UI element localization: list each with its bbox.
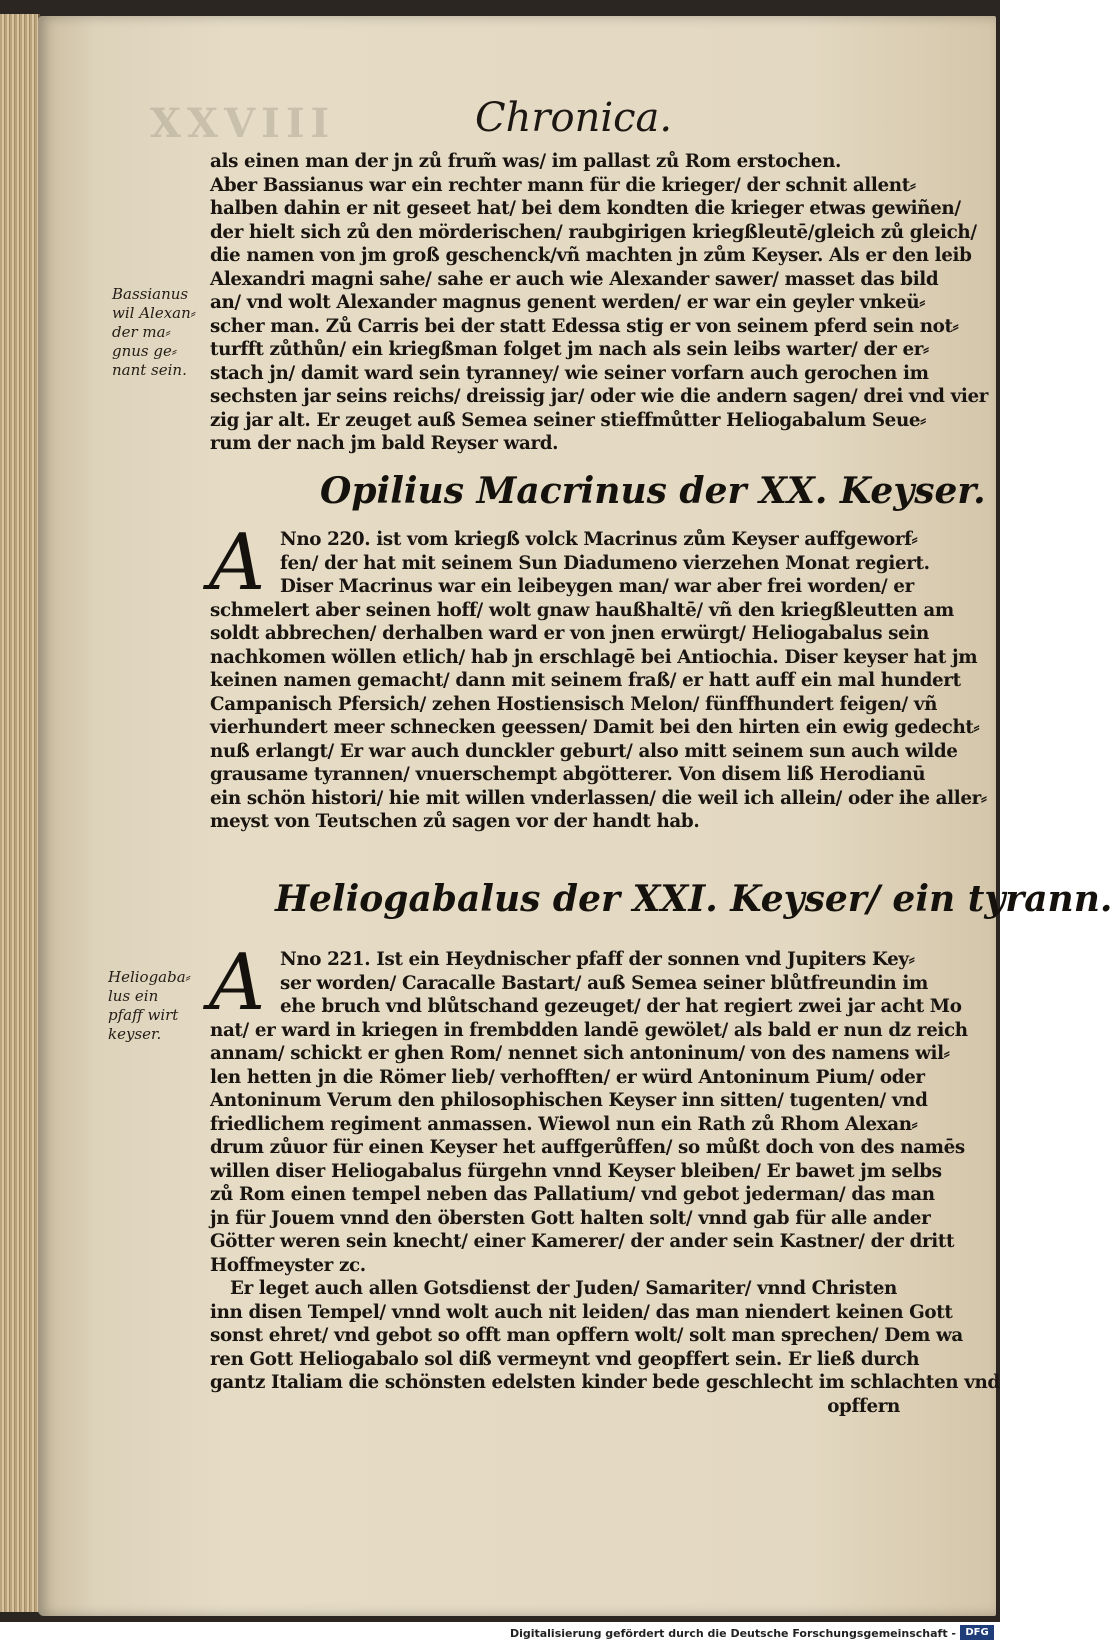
text-line: Alexandri magni sahe/ sahe er auch wie Alexander sawer/ masset das bild <box>210 268 939 290</box>
text-line: sonst ehret/ vnd gebot so offt man opffern wolt/ solt man sprechen/ Dem wa <box>210 1325 963 1346</box>
text-line: Nno 221. Ist ein Heydnischer pfaff der sonnen vnd Jupiters Key⸗ <box>280 949 915 970</box>
show-through-text: XXVIII <box>150 100 336 147</box>
text-line: ren Gott Heliogabalo sol diß vermeynt vnd geopffert sein. Er ließ durch <box>210 1348 920 1370</box>
text-line: Er leget auch allen Gotsdienst der Juden/ Samariter/ vnnd Christen <box>230 1278 897 1299</box>
text-line: Götter weren sein knecht/ einer Kamerer/ der ander sein Kastner/ der dritt <box>210 1231 955 1252</box>
text-line: grausame tyrannen/ vnuerschempt abgötterer. Von disem liß Herodianū <box>210 764 926 785</box>
text-line: inn disen Tempel/ vnnd wolt auch nit leiden/ das man niendert keinen Gott <box>210 1301 953 1323</box>
text-line: ehe bruch vnd blůtschand gezeuget/ der hat regiert zwei jar acht Mo <box>280 996 962 1017</box>
text-line: Nno 220. ist vom kriegß volck Macrinus zům Keyser auffgeworf⸗ <box>280 529 918 550</box>
text-line: ser worden/ Caracalle Bastart/ auß Semea seiner blůtfreundin im <box>280 972 928 994</box>
text-line: fen/ der hat mit seinem Sun Diadumeno vierzehen Monat regiert. <box>280 552 930 574</box>
text-line: nachkomen wöllen etlich/ hab jn erschlagē bei Antiochia. Diser keyser hat jm <box>210 646 978 668</box>
drop-cap: A <box>208 938 266 1028</box>
text-line: sechsten jar seins reichs/ dreissig jar/ oder wie die andern sagen/ drei vnd vier <box>210 386 989 407</box>
section-heading-macrinus: Opilius Macrinus der XX. Keyser. <box>320 470 986 512</box>
running-title: Chronica. <box>475 95 673 141</box>
book-page-edges <box>0 14 40 1612</box>
text-line: die namen von jm groß geschenck/vñ machten jn zům Keyser. Als er den leib <box>210 245 972 266</box>
text-line: jn für Jouem vnnd den öbersten Gott halten solt/ vnnd gab für alle ander <box>210 1207 931 1229</box>
text-line: Antoninum Verum den philosophischen Keyser inn sitten/ tugenten/ vnd <box>210 1090 928 1111</box>
text-line: gantz Italiam die schönsten edelsten kinder bede geschlecht im schlachten vnd <box>210 1372 1000 1393</box>
intro-paragraph <box>210 150 989 456</box>
text-line: meyst von Teutschen zů sagen vor der handt hab. <box>210 811 700 832</box>
text-line: friedlichem regiment anmassen. Wiewol nun ein Rath zů Rhom Alexan⸗ <box>210 1113 918 1135</box>
text-line: Campanisch Pfersich/ zehen Hostiensisch Melon/ fünffhundert feigen/ vñ <box>210 693 938 715</box>
text-line: zig jar alt. Er zeuget auß Semea seiner stieffmůtter Heliogabalum Seue⸗ <box>210 409 926 431</box>
text-line: drum zůuor für einen Keyser het auffgerůffen/ so můßt doch von des namēs <box>210 1137 965 1158</box>
text-line: vierhundert meer schnecken geessen/ Damit bei den hirten ein ewig gedecht⸗ <box>210 717 980 738</box>
text-line: an/ vnd wolt Alexander magnus genent werden/ er war ein geyler vnkeü⸗ <box>210 292 926 313</box>
text-line: annam/ schickt er ghen Rom/ nennet sich antoninum/ von des namens wil⸗ <box>210 1043 950 1064</box>
drop-cap: A <box>208 518 266 608</box>
text-line: turfft zůthůn/ ein kriegßman folget jm nach als sein leibs warter/ der er⸗ <box>210 339 929 360</box>
heliogabalus-paragraph <box>210 948 1000 1418</box>
funding-credit: Digitalisierung gefördert durch die Deutsche Forschungsgemeinschaft - <box>509 1627 956 1640</box>
text-line: nuß erlangt/ Er war auch dunckler geburt/ also mitt seinem sun auch wilde <box>210 740 958 762</box>
text-line: schmelert aber seinen hoff/ wolt gnaw haußhaltē/ vñ den kriegßleutten am <box>210 599 954 621</box>
text-line: Aber Bassianus war ein rechter mann für die krieger/ der schnit allent⸗ <box>210 174 916 196</box>
text-line: willen diser Heliogabalus fürgehn vnnd Keyser bleiben/ Er bawet jm selbs <box>210 1160 942 1182</box>
text-line: nat/ er ward in kriegen in frembdden landē gewölet/ als bald er nun dz reich <box>210 1019 968 1041</box>
text-line: Diser Macrinus war ein leibeygen man/ war aber frei worden/ er <box>280 576 914 597</box>
margin-note-bassianus: Bassianus wil Alexan⸗ der ma⸗ gnus ge⸗ nant sein. <box>112 285 196 379</box>
catchword: opffern <box>827 1395 900 1417</box>
text-line: zů Rom einen tempel neben das Pallatium/ vnd gebot jederman/ das man <box>210 1184 935 1205</box>
text-line: soldt abbrechen/ derhalben ward er von jnen erwürgt/ Heliogabalus sein <box>210 623 929 644</box>
text-line: als einen man der jn zů frum̃ was/ im pallast zů Rom erstochen. <box>210 151 842 172</box>
text-line: stach jn/ damit ward sein tyranney/ wie seiner vorfarn auch gerochen im <box>210 362 929 384</box>
text-line: ein schön histori/ hie mit willen vnderlassen/ die weil ich allein/ oder ihe aller⸗ <box>210 787 987 809</box>
text-line: der hielt sich zů den mörderischen/ raubgirigen kriegßleutē/gleich zů gleich/ <box>210 221 977 243</box>
text-line: len hetten jn die Römer lieb/ verhofften/ er würd Antoninum Pium/ oder <box>210 1066 925 1088</box>
text-line: scher man. Zů Carris bei der statt Edessa stig er von seinem pferd sein not⸗ <box>210 315 959 337</box>
dfg-logo: DFG <box>960 1625 994 1640</box>
text-line: Hoffmeyster zc. <box>210 1254 366 1276</box>
text-line: halben dahin er nit geseet hat/ bei dem kondten die krieger etwas gewiñen/ <box>210 198 961 219</box>
margin-note-heliogabalus: Heliogaba⸗ lus ein pfaff wirt keyser. <box>108 968 191 1043</box>
text-line: rum der nach jm bald Reyser ward. <box>210 433 559 454</box>
section-heading-heliogabalus: Heliogabalus der XXI. Keyser/ ein tyrann. <box>275 878 1112 920</box>
macrinus-paragraph <box>210 528 987 834</box>
text-line: keinen namen gemacht/ dann mit seinem fraß/ er hatt auff ein mal hundert <box>210 670 961 691</box>
